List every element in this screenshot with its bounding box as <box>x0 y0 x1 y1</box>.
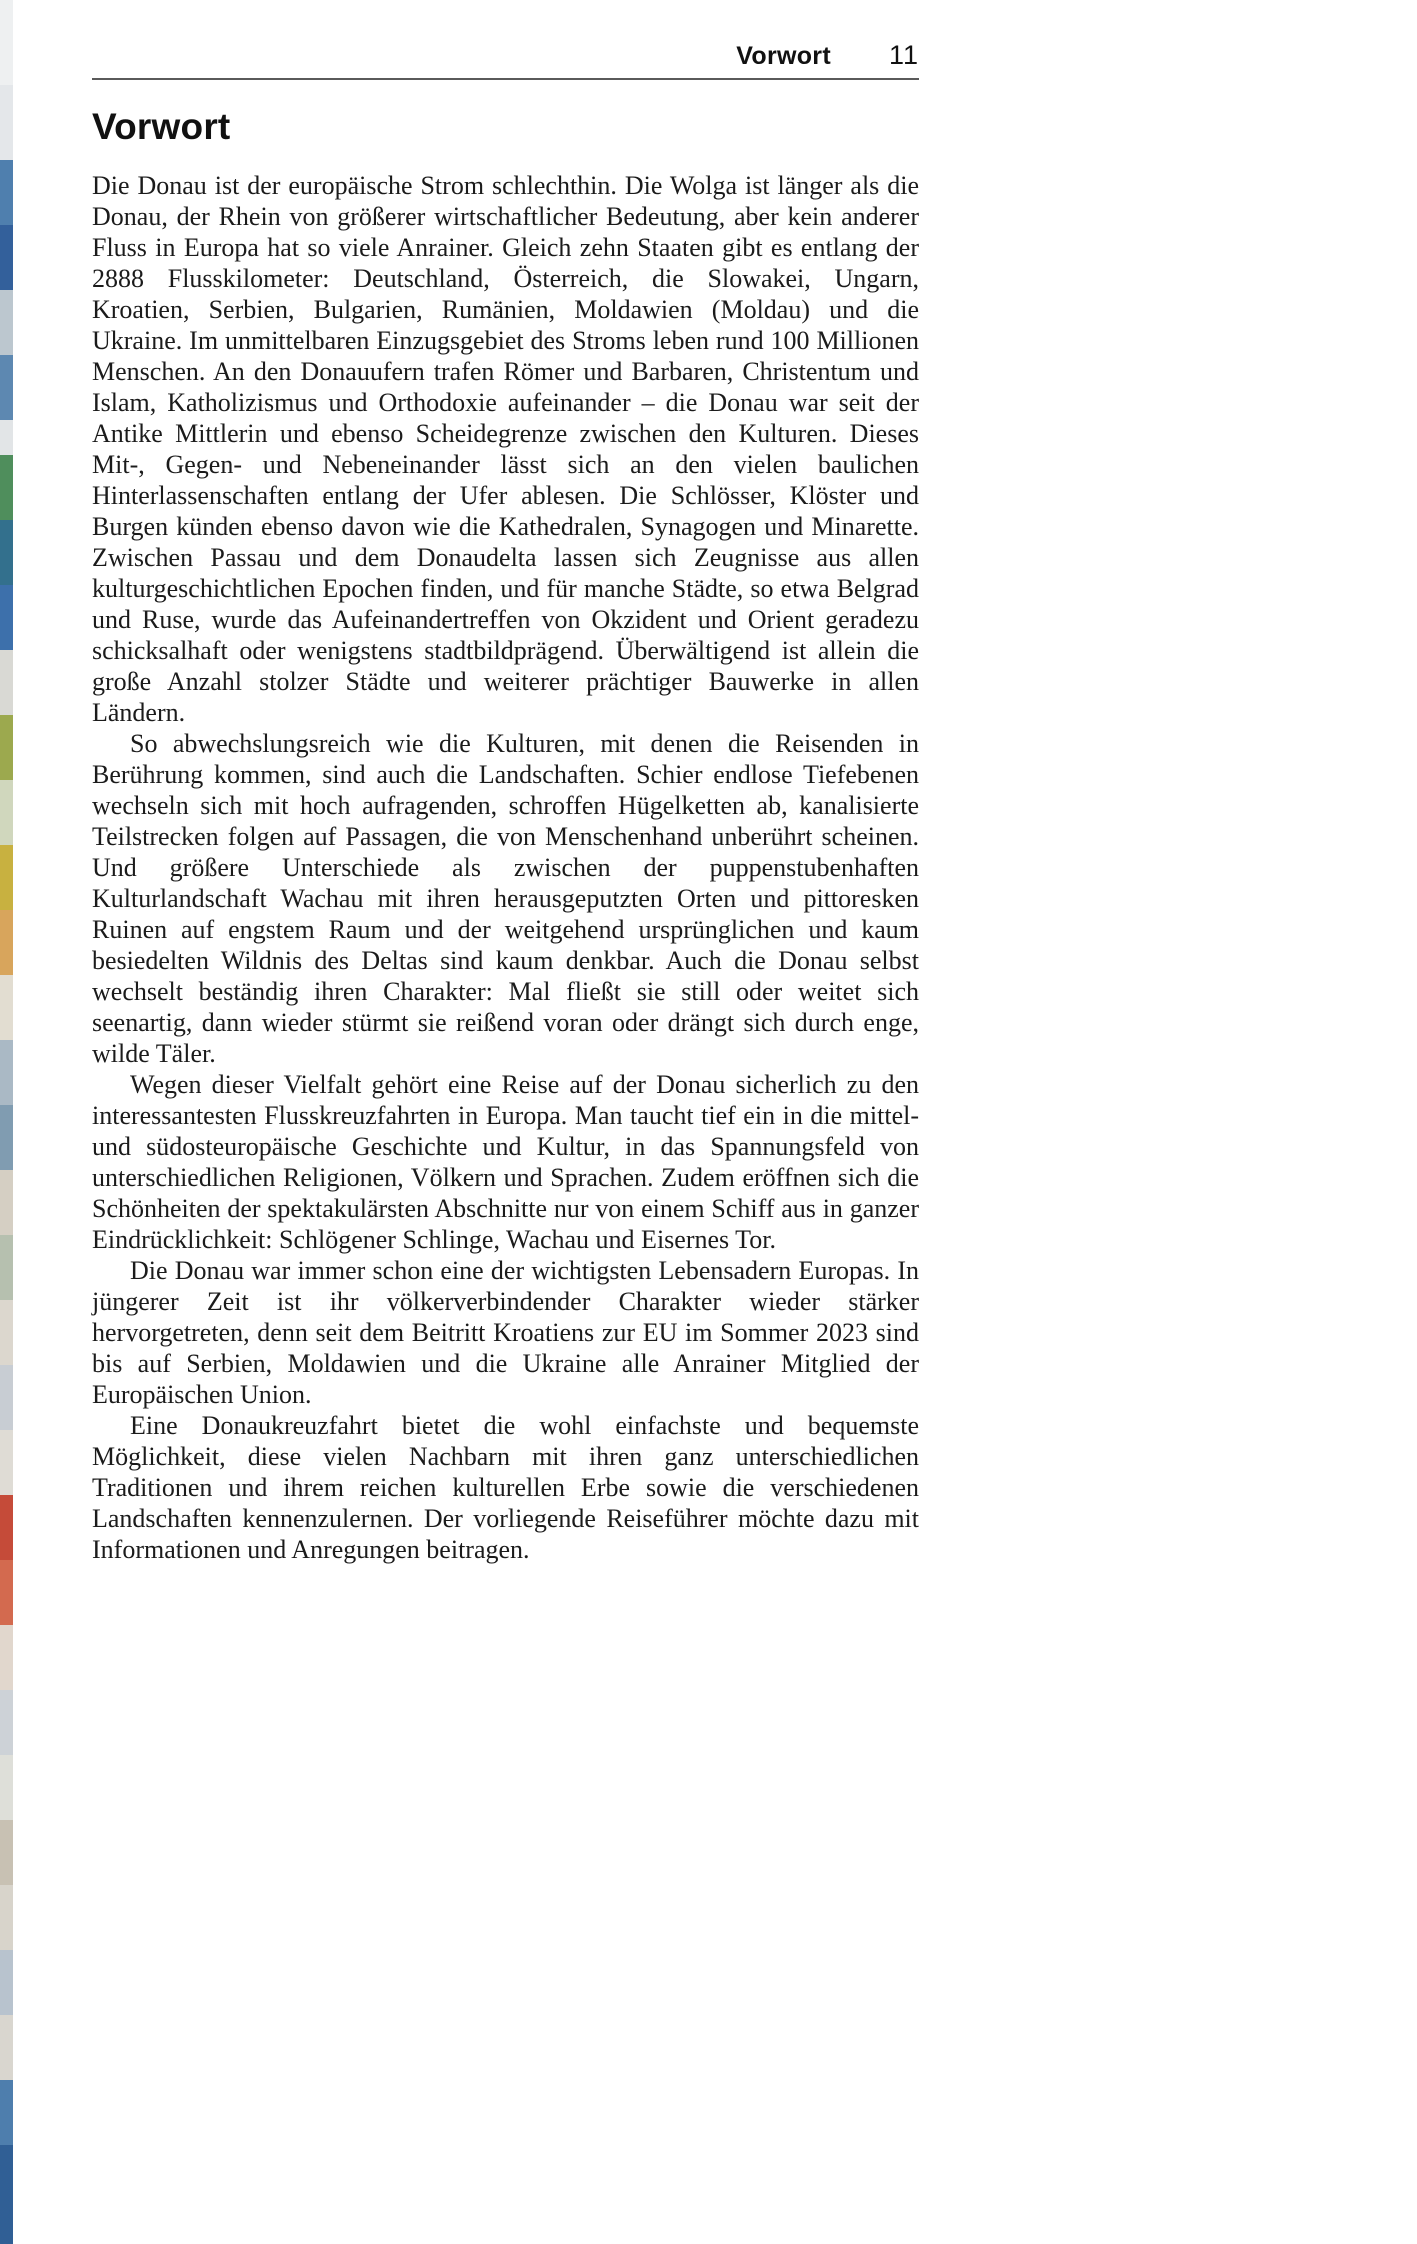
edge-strip-segment <box>0 1495 13 1560</box>
paragraph: Die Donau war immer schon eine der wichtigsten Lebensadern Europas. In jüngerer Zeit ist ihr völkerverbindender Charakter wieder stärker hervorgetreten, denn seit dem Beitritt Kroatiens zur EU im Sommer 2023 sind bis auf Serbien, Moldawien und die Ukraine alle Anrainer Mitglied der Europäischen Union. <box>92 1256 919 1409</box>
edge-strip-segment <box>0 85 13 160</box>
edge-strip-segment <box>0 0 13 85</box>
edge-strip-segment <box>0 780 13 845</box>
edge-strip-segment <box>0 2080 13 2145</box>
edge-strip-segment <box>0 225 13 290</box>
edge-strip-segment <box>0 1755 13 1820</box>
paragraph: Wegen dieser Vielfalt gehört eine Reise auf der Donau sicherlich zu den interessantesten Flusskreuzfahrten in Europa. Man taucht tief ein in die mittel- und südosteuropäische Geschichte und Kultur, in das Spannungsfeld von unterschiedlichen Religionen, Völkern und Sprachen. Zudem eröffnen sich die Schönheiten der spektakulärsten Abschnitte nur von einem Schiff aus in ganzer Eindrücklichkeit: Schlögener Schlinge, Wachau und Eisernes Tor. <box>92 1070 919 1254</box>
edge-strip-segment <box>0 1950 13 2015</box>
page-edge-strip <box>0 0 13 2244</box>
page-number: 11 <box>888 40 919 70</box>
edge-strip-segment <box>0 1560 13 1625</box>
edge-strip-segment <box>0 2145 13 2244</box>
edge-strip-segment <box>0 975 13 1040</box>
edge-strip-segment <box>0 650 13 715</box>
running-head <box>92 40 919 80</box>
edge-strip-segment <box>0 1430 13 1495</box>
paragraph: Die Donau ist der europäische Strom schlechthin. Die Wolga ist länger als die Donau, der Rhein von größerer wirtschaftlicher Bedeutung, aber kein anderer Fluss in Europa hat so viele Anrainer. Gleich zehn Staaten gibt es entlang der 2888 Flusskilometer: Deutschland, Österreich, die Slowakei, Ungarn, Kroatien, Serbien, Bulgarien, Rumänien, Moldawien (Moldau) und die Ukraine. Im unmittelbaren Einzugsgebiet des Stroms leben rund 100 Millionen Menschen. An den Donauufern trafen Römer und Barbaren, Christentum und Islam, Katholizismus und Orthodoxie aufeinander – die Donau war seit der Antike Mittlerin und ebenso Scheidegrenze zwischen den Kulturen. Dieses Mit-, Gegen- und Nebeneinander lässt sich an den vielen baulichen Hinterlassenschaften entlang der Ufer ablesen. Die Schlösser, Klöster und Burgen künden ebenso davon wie die Kathedralen, Synagogen und Minarette. Zwischen Passau und dem Donaudelta lassen sich Zeugnisse aus allen kulturgeschichtlichen Epochen finden, und für manche Städte, so etwa Belgrad und Ruse, wurde das Aufeinandertreffen von Okzident und Orient geradezu schicksalhaft oder wenigstens stadtbildprägend. Überwältigend ist allein die große Anzahl stolzer Städte und weiterer prächtiger Bauwerke in allen Ländern. <box>92 171 919 727</box>
edge-strip-segment <box>0 2015 13 2080</box>
edge-strip-segment <box>0 585 13 650</box>
paragraph: Eine Donaukreuzfahrt bietet die wohl einfachste und bequemste Möglichkeit, diese vielen Nachbarn mit ihren ganz unterschiedlichen Traditionen und ihrem reichen kulturellen Erbe sowie die verschiedenen Landschaften kennenzulernen. Der vorliegende Reiseführer möchte dazu mit Informationen und Anregungen beitragen. <box>92 1411 919 1564</box>
edge-strip-segment <box>0 1885 13 1950</box>
edge-strip-segment <box>0 420 13 455</box>
edge-strip-segment <box>0 1105 13 1170</box>
edge-strip-segment <box>0 160 13 225</box>
edge-strip-segment <box>0 715 13 780</box>
edge-strip-segment <box>0 1820 13 1885</box>
edge-strip-segment <box>0 455 13 520</box>
edge-strip-segment <box>0 1625 13 1690</box>
edge-strip-segment <box>0 1690 13 1755</box>
edge-strip-segment <box>0 1300 13 1365</box>
edge-strip-segment <box>0 1365 13 1430</box>
page-content <box>92 40 919 1565</box>
edge-strip-segment <box>0 290 13 355</box>
paragraph: So abwechslungsreich wie die Kulturen, mit denen die Reisenden in Berührung kommen, sind auch die Landschaften. Schier endlose Tiefebenen wechseln sich mit hoch aufragenden, schroffen Hügelketten ab, kanalisierte Teilstrecken folgen auf Passagen, die von Menschenhand unberührt scheinen. Und größere Unterschiede als zwischen der puppenstubenhaften Kulturlandschaft Wachau mit ihren herausgeputzten Orten und pittoresken Ruinen auf engstem Raum und der weitgehend ursprünglichen und kaum besiedelten Wildnis des Deltas sind kaum denkbar. Auch die Donau selbst wechselt beständig ihren Charakter: Mal fließt sie still oder weitet sich seenartig, dann wieder stürmt sie reißend voran oder drängt sich durch enge, wilde Täler. <box>92 729 919 1068</box>
edge-strip-segment <box>0 845 13 910</box>
body-text <box>92 170 919 1565</box>
edge-strip-segment <box>0 1040 13 1105</box>
edge-strip-segment <box>0 355 13 420</box>
edge-strip-segment <box>0 1170 13 1235</box>
running-head-section-label: Vorwort <box>736 42 831 70</box>
edge-strip-segment <box>0 910 13 975</box>
edge-strip-segment <box>0 520 13 585</box>
edge-strip-segment <box>0 1235 13 1300</box>
page-title: Vorwort <box>92 106 231 147</box>
